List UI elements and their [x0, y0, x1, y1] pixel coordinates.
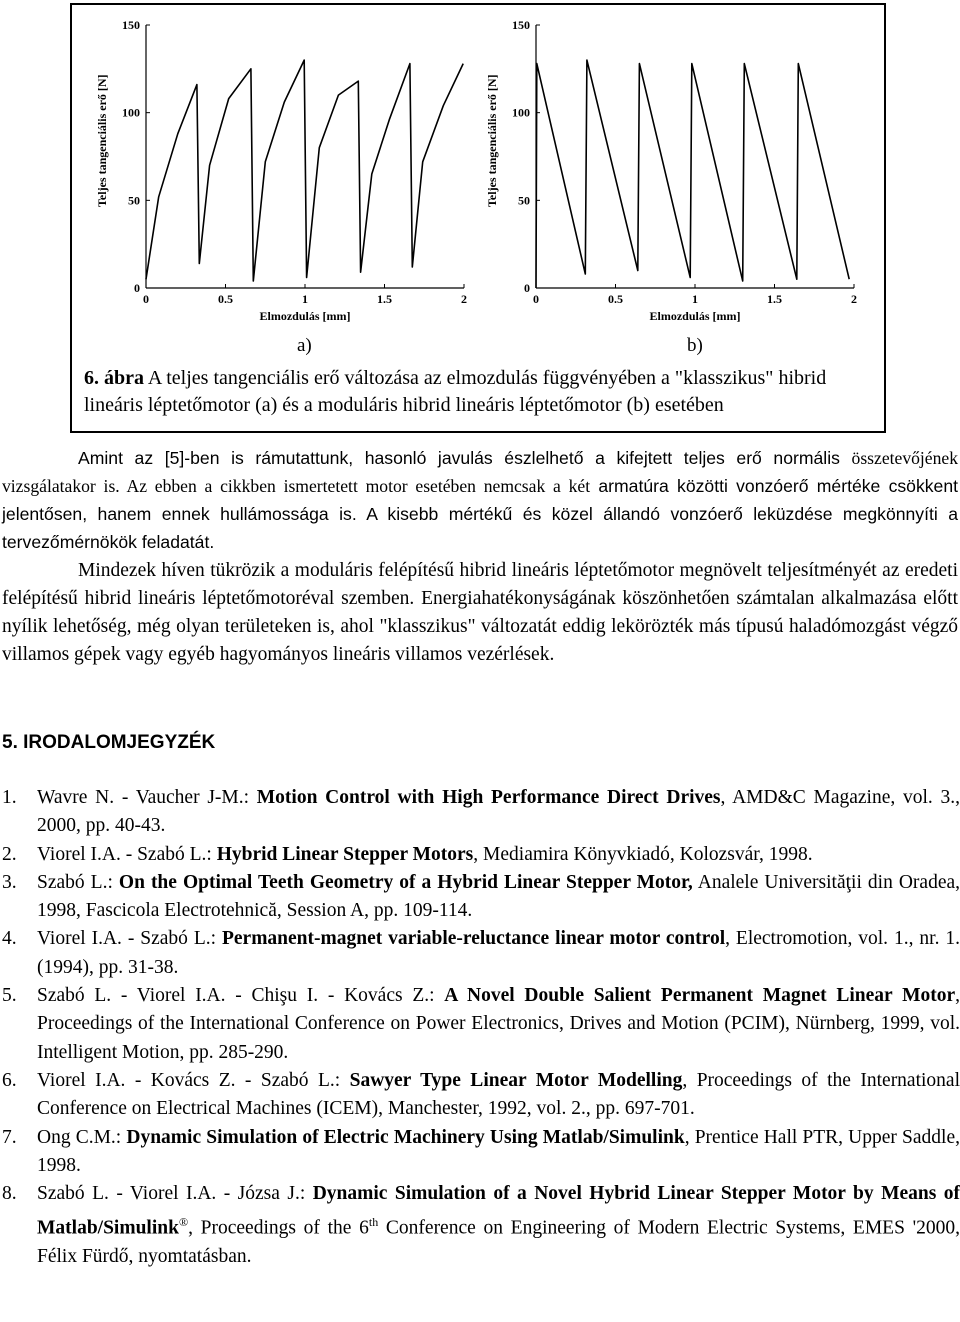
- reference-number: 8.: [2, 1183, 17, 1205]
- reference-authors: Szabó L.:: [37, 871, 119, 893]
- y-tick-label: 150: [512, 18, 530, 32]
- reference-number: 1.: [2, 787, 17, 808]
- y-tick-label: 100: [122, 105, 140, 120]
- reference-title: Hybrid Linear Stepper Motors: [216, 843, 474, 865]
- reference-number: 2.: [2, 843, 17, 865]
- subfigure-label-b: b): [687, 335, 703, 356]
- figure-box: [70, 3, 886, 433]
- y-tick-label: 0: [134, 281, 140, 295]
- reference-source-a: , Proceedings of the 6: [188, 1217, 369, 1239]
- reference-title: Permanent-magnet variable-reluctance linear motor control: [221, 928, 726, 950]
- force-curve: [536, 60, 849, 288]
- reference-source: , AMD&C Magazine, vol. 3., 2000, pp. 40-43.: [37, 787, 960, 837]
- reference-item: [2, 841, 960, 869]
- p2-line-5: villamos gépek vagy egyéb hagyományos lineáris villamos vezérlések.: [2, 644, 555, 665]
- p2-line-2: teljesítményét az eredeti felépítésű hibrid lineáris léptetőmotoréval szemben.: [2, 560, 958, 609]
- p1-line-1: Amint az [5]-ben is rámutattunk, hasonló javulás észlelhető a kifejtett teljes erő normális: [78, 448, 840, 468]
- reference-number: 7.: [2, 1126, 17, 1148]
- reference-authors: Viorel I.A. - Szabó L.:: [37, 843, 217, 865]
- reference-title: Sawyer Type Linear Motor Modelling: [349, 1069, 683, 1091]
- x-axis-label: Elmozdulás [mm]: [259, 309, 351, 323]
- p2-line-4: területeken is, ahol "klasszikus" változatát eddig lekörözték más típusú haladómozgást végző: [224, 616, 959, 637]
- reference-item: [2, 869, 960, 926]
- reference-title: A Novel Double Salient Permanent Magnet Linear Motor: [444, 985, 956, 1007]
- reference-authors: Szabó L. - Viorel I.A. - Chişu I. - Kovács Z.:: [37, 985, 445, 1007]
- y-tick-label: 100: [512, 105, 530, 120]
- p2-line-3: Energiahatékonyságának köszönhetően számtalan alkalmazása előtt nyílik lehetőség, még olyan: [2, 588, 958, 637]
- subfigure-label-a: a): [297, 335, 312, 356]
- reference-number: 3.: [2, 871, 17, 893]
- registered-mark: ®: [178, 1215, 189, 1230]
- reference-source: , Mediamira Könyvkiadó, Kolozsvár, 1998.: [473, 843, 813, 865]
- reference-source: , Electromotion, vol. 1., nr. 1. (1994), pp. 31-38.: [37, 928, 960, 978]
- x-tick-label: 2: [851, 292, 857, 306]
- chart-a: [86, 13, 476, 328]
- x-axis-label: Elmozdulás [mm]: [649, 309, 741, 323]
- section-title: 5. IRODALOMJEGYZÉK: [2, 732, 216, 753]
- force-curve: [146, 60, 463, 281]
- figure-caption: [84, 365, 864, 419]
- reference-authors: Szabó L. - Viorel I.A. - Józsa J.:: [37, 1183, 313, 1205]
- reference-item: [2, 1180, 960, 1271]
- reference-item: [2, 925, 960, 982]
- p1-line-2: összetevőjének vizsgálatakor is. Az ebben a cikkben ismertetett motor esetében nemcsak a két: [2, 448, 959, 496]
- reference-source: Analele Universităţii din Oradea, 1998, Fascicola Electrotehnică, Session A, pp. 109-114.: [37, 871, 960, 922]
- x-tick-label: 1: [692, 292, 698, 306]
- reference-source: , Proceedings of the International Conference on Electrical Machines (ICEM), Manchester, 1992, vol. 2., pp. 697-701.: [37, 1069, 960, 1120]
- p1-line-3: armatúra közötti vonzóerő mértéke csökkent jelentősen, hanem ennek hullámossága is. A kisebb: [2, 476, 959, 524]
- reference-item: [2, 1067, 960, 1124]
- reference-item: [2, 1124, 960, 1181]
- chart-b-svg: [476, 13, 866, 328]
- caption-label: 6. ábra: [84, 367, 144, 389]
- reference-source: , Proceedings of the International Conference on Power Electronics, Drives and Motion (PCIM), Nürnberg, 1999, vol. Intelligent Motion, pp. 285-290.: [37, 985, 960, 1063]
- x-tick-label: 1: [302, 292, 308, 306]
- x-tick-label: 0.5: [608, 292, 623, 306]
- reference-number: 4.: [2, 928, 17, 950]
- chart-b: [476, 13, 866, 328]
- reference-number: 5.: [2, 985, 17, 1007]
- y-tick-label: 50: [128, 193, 140, 208]
- y-tick-label: 0: [524, 281, 530, 295]
- y-tick-label: 150: [122, 18, 140, 32]
- reference-authors: Ong C.M.:: [37, 1126, 127, 1148]
- paragraph-2: [2, 557, 958, 669]
- paragraph-1: [2, 444, 958, 556]
- x-tick-label: 1.5: [767, 292, 782, 306]
- reference-title: Motion Control with High Performance Direct Drives: [256, 787, 721, 808]
- chart-a-svg: [86, 13, 476, 328]
- y-axis-label: Teljes tangenciális erő [N]: [485, 74, 499, 207]
- x-tick-label: 2: [461, 292, 467, 306]
- reference-authors: Wavre N. - Vaucher J-M.:: [37, 787, 257, 808]
- x-tick-label: 0: [143, 292, 149, 306]
- reference-title: On the Optimal Teeth Geometry of a Hybrid Linear Stepper Motor,: [118, 871, 693, 893]
- y-axis-label: Teljes tangenciális erő [N]: [95, 74, 109, 207]
- reference-number: 6.: [2, 1069, 17, 1091]
- x-tick-label: 0: [533, 292, 539, 306]
- reference-title: Dynamic Simulation of Electric Machinery Using Matlab/Simulink: [126, 1126, 685, 1148]
- reference-source: , Prentice Hall PTR, Upper Saddle, 1998.: [37, 1126, 960, 1176]
- reference-source-b: Conference on Engineering of Modern Electric Systems, EMES '2000, Félix Fürdő, nyomtatásban.: [37, 1217, 960, 1268]
- reference-item: [2, 784, 960, 841]
- p2-line-1: Mindezek híven tükrözik a moduláris felépítésű hibrid lineáris léptetőmotor megnövelt: [78, 560, 762, 581]
- reference-title: Dynamic Simulation of a Novel Hybrid Linear Stepper Motor by Means of Matlab/Simulink: [37, 1183, 960, 1239]
- reference-list: [2, 784, 960, 1272]
- p1-line-4: mértékű és közel állandó vonzóerő leküzdése megkönnyíti a tervezőmérnökök feladatát.: [2, 504, 959, 552]
- reference-authors: Viorel I.A. - Kovács Z. - Szabó L.:: [37, 1069, 350, 1091]
- x-tick-label: 1.5: [377, 292, 392, 306]
- caption-text: A teljes tangenciális erő változása az elmozdulás függvényében a "klasszikus" hibrid lineáris léptetőmotor (a) és a moduláris hibrid lineáris léptetőmotor (b) esetében: [84, 367, 827, 416]
- ordinal-suffix: th: [368, 1215, 379, 1230]
- y-tick-label: 50: [518, 193, 530, 208]
- reference-authors: Viorel I.A. - Szabó L.:: [37, 928, 222, 950]
- x-tick-label: 0.5: [218, 292, 233, 306]
- reference-item: [2, 982, 960, 1067]
